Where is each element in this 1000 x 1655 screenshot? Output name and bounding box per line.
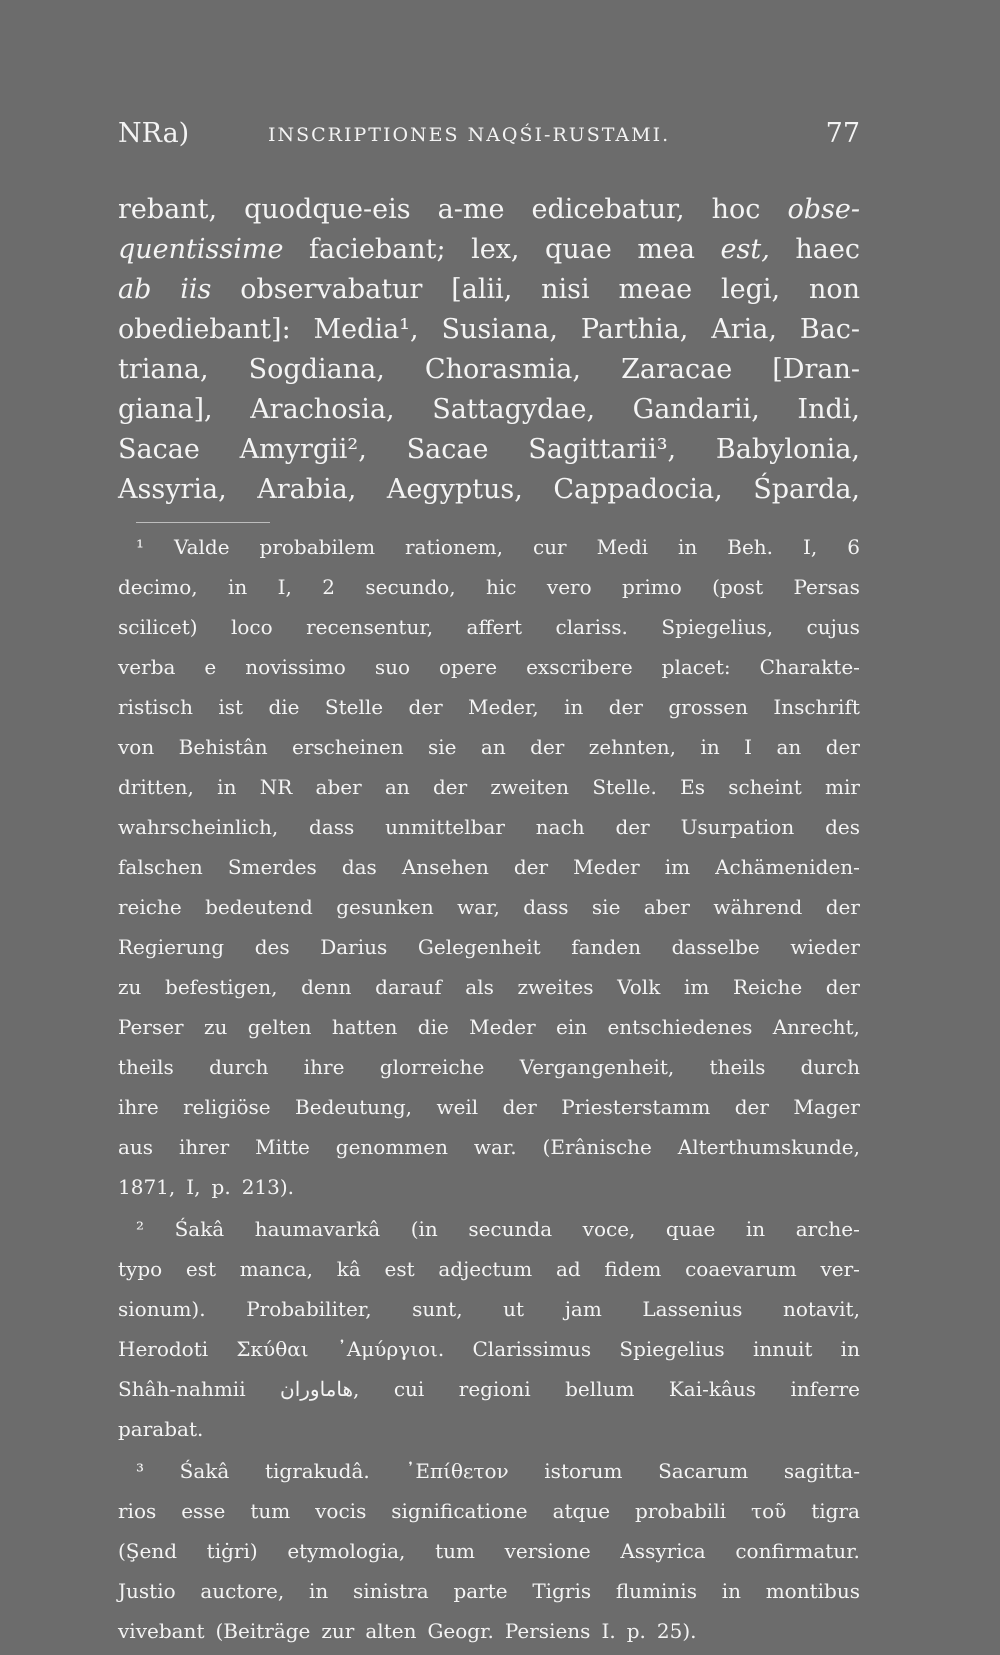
- word: Amyrgii²,: [239, 434, 367, 465]
- word: faciebant;: [309, 234, 446, 265]
- footnote-line: ristisch ist die Stelle der Meder, in der grossen Inschrift: [118, 695, 860, 719]
- word: Sacae: [406, 434, 489, 465]
- text-line: [118, 230, 860, 270]
- word: observabatur: [240, 274, 423, 305]
- word: a-me: [437, 194, 505, 225]
- footnote-line: zu befestigen, denn darauf als zweites Volk im Reiche der: [118, 975, 860, 999]
- word: est,: [720, 234, 770, 265]
- text-line: [118, 350, 860, 390]
- text-line: [118, 270, 860, 310]
- word: non: [808, 274, 860, 305]
- text-line: [118, 310, 860, 350]
- word: Sagittarii³,: [528, 434, 677, 465]
- footnote-1: [118, 531, 860, 1211]
- word: Zaracae: [621, 354, 733, 385]
- word: meae: [618, 274, 693, 305]
- footnote-line: ihre religiöse Bedeutung, weil der Priesterstamm der Mager: [118, 1095, 860, 1119]
- word: quodque-eis: [244, 194, 411, 225]
- word: Sogdiana,: [248, 354, 385, 385]
- footnote-line: theils durch ihre glorreiche Vergangenheit, theils durch: [118, 1055, 860, 1079]
- word: quae: [545, 234, 612, 265]
- footnote-line: Justio auctore, in sinistra parte Tigris fluminis in montibus: [118, 1579, 860, 1603]
- footnote-line: vivebant (Beiträge zur alten Geogr. Persiens I. p. 25).: [118, 1619, 697, 1643]
- word: Aria,: [711, 314, 777, 345]
- word: [Dran-: [772, 354, 860, 385]
- footnote-line: ² Śakâ haumavarkâ (in secunda voce, quae in arche-: [136, 1217, 860, 1241]
- word: Gandarii,: [632, 394, 760, 425]
- text-line: [118, 190, 860, 230]
- text-line: [118, 390, 860, 430]
- word: rebant,: [118, 194, 218, 225]
- word: Śparda,: [753, 474, 860, 505]
- footnote-line: reiche bedeutend gesunken war, dass sie aber während der: [118, 895, 860, 919]
- word: Media¹,: [313, 314, 419, 345]
- footnote-3: [118, 1455, 860, 1655]
- word: Arabia,: [257, 474, 357, 505]
- section-label: NRa): [118, 118, 190, 149]
- word: Sacae: [118, 434, 200, 465]
- word: haec: [795, 234, 860, 265]
- footnote-line: typo est manca, kâ est adjectum ad fidem coaevarum ver-: [118, 1257, 860, 1281]
- word: giana],: [118, 394, 213, 425]
- word: iis: [180, 274, 212, 305]
- footnote-line: 1871, I, p. 213).: [118, 1175, 295, 1199]
- word: ab: [118, 274, 152, 305]
- text-line: [118, 430, 860, 470]
- word: mea: [637, 234, 696, 265]
- footnote-line: parabat.: [118, 1417, 204, 1441]
- footnote-line: scilicet) loco recensentur, affert clariss. Spiegelius, cujus: [118, 615, 860, 639]
- footnote-line: verba e novissimo suo opere exscribere placet: Charakte-: [118, 655, 860, 679]
- footnote-line: wahrscheinlich, dass unmittelbar nach der Usurpation des: [118, 815, 860, 839]
- footnote-line: sionum). Probabiliter, sunt, ut jam Lassenius notavit,: [118, 1297, 860, 1321]
- text-line: [118, 470, 860, 510]
- word: hoc: [711, 194, 761, 225]
- footnotes: [118, 531, 860, 1655]
- word: edicebatur,: [531, 194, 685, 225]
- footnote-line: Regierung des Darius Gelegenheit fanden dasselbe wieder: [118, 935, 860, 959]
- footnote-line: Perser zu gelten hatten die Meder ein entschiedenes Anrecht,: [118, 1015, 860, 1039]
- running-title: INSCRIPTIONES NAQŚI-RUSTAMI.: [268, 124, 671, 146]
- footnote-line: von Behistân erscheinen sie an der zehnten, in I an der: [118, 735, 860, 759]
- page-number: 77: [825, 118, 860, 149]
- word: Parthia,: [580, 314, 689, 345]
- footnote-line: falschen Smerdes das Ansehen der Meder im Achämeniden-: [118, 855, 860, 879]
- footnote-line: Shâh-nahmii هاماوران, cui regioni bellum Kai-kâus inferre: [118, 1377, 860, 1401]
- word: obediebant]:: [118, 314, 291, 345]
- footnote-divider: [136, 522, 270, 523]
- footnote-line: (Şend tiġri) etymologia, tum versione Assyrica confirmatur.: [118, 1539, 860, 1563]
- word: Aegyptus,: [386, 474, 523, 505]
- word: lex,: [471, 234, 520, 265]
- word: quentissime: [118, 234, 284, 265]
- word: Chorasmia,: [424, 354, 581, 385]
- footnote-line: ³ Śakâ tigrakudâ. ᾿Επίθετον istorum Sacarum sagitta-: [136, 1459, 860, 1483]
- word: Cappadocia,: [553, 474, 723, 505]
- word: Susiana,: [441, 314, 558, 345]
- word: Assyria,: [118, 474, 227, 505]
- footnote-line: dritten, in NR aber an der zweiten Stelle. Es scheint mir: [118, 775, 860, 799]
- running-header: [118, 118, 860, 164]
- footnote-line: ¹ Valde probabilem rationem, cur Medi in Beh. I, 6: [136, 535, 860, 559]
- word: [alii,: [451, 274, 513, 305]
- word: Sattagydae,: [432, 394, 596, 425]
- page: [118, 118, 860, 1655]
- footnote-line: rios esse tum vocis significatione atque probabili τοῦ tigra: [118, 1499, 860, 1523]
- word: Babylonia,: [715, 434, 860, 465]
- main-text: [118, 190, 860, 510]
- word: nisi: [541, 274, 590, 305]
- footnote-line: Herodoti Σκύθαι ᾿Αμύργιοι. Clarissimus Spiegelius innuit in: [118, 1337, 860, 1361]
- word: Arachosia,: [250, 394, 395, 425]
- word: Indi,: [797, 394, 860, 425]
- footnote-line: aus ihrer Mitte genommen war. (Erânische Alterthumskunde,: [118, 1135, 860, 1159]
- word: triana,: [118, 354, 209, 385]
- word: obse-: [787, 194, 860, 225]
- word: Bac-: [799, 314, 860, 345]
- footnote-2: [118, 1213, 860, 1453]
- footnote-line: decimo, in I, 2 secundo, hic vero primo (post Persas: [118, 575, 860, 599]
- word: legi,: [720, 274, 781, 305]
